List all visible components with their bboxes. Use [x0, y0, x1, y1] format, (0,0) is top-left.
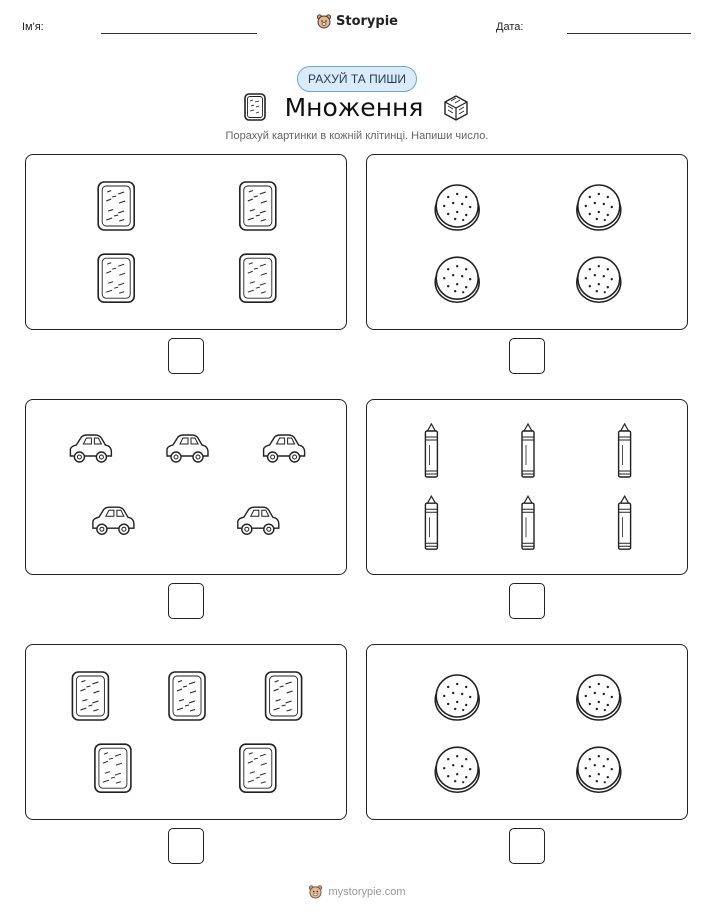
- biscuit-icon: [243, 92, 267, 122]
- crayon-icon: [522, 424, 534, 477]
- counting-panel: [25, 644, 347, 820]
- answer-box[interactable]: [168, 583, 204, 619]
- counting-panel: [366, 399, 688, 575]
- car-icon: [167, 435, 208, 462]
- cube-icon: [441, 92, 471, 122]
- cookie-icon: [435, 675, 479, 720]
- car-icon: [264, 435, 305, 462]
- crayon-icon: [619, 496, 631, 549]
- worksheet-badge: РАХУЙ ТА ПИШИ: [297, 66, 417, 92]
- brand: [0, 13, 714, 29]
- biscuit-icon: [95, 744, 131, 792]
- panel-pictures: [367, 645, 689, 821]
- brand-name: Storypie: [336, 13, 398, 29]
- cookie-icon: [577, 257, 621, 302]
- car-icon: [93, 507, 134, 534]
- biscuit-icon: [240, 744, 276, 792]
- footer-url[interactable]: mystorypie.com: [328, 885, 406, 898]
- answer-box[interactable]: [509, 828, 545, 864]
- bear-logo-icon: [308, 884, 323, 899]
- biscuit-icon: [266, 672, 302, 720]
- answer-box[interactable]: [509, 338, 545, 374]
- instructions: Порахуй картинки в кожній клітинці. Напиши число.: [225, 130, 489, 142]
- answer-box[interactable]: [168, 828, 204, 864]
- cookie-icon: [577, 747, 621, 792]
- biscuit-icon: [240, 182, 276, 230]
- answer-box[interactable]: [509, 583, 545, 619]
- footer: [0, 884, 714, 899]
- cookie-icon: [435, 257, 479, 302]
- panel-pictures: [26, 645, 348, 821]
- car-icon: [238, 507, 279, 534]
- car-icon: [70, 435, 111, 462]
- cookie-icon: [435, 747, 479, 792]
- counting-panel: [25, 154, 347, 330]
- date-label: Дата:: [496, 21, 524, 33]
- biscuit-icon: [98, 182, 134, 230]
- panel-pictures: [26, 400, 348, 576]
- answer-box[interactable]: [168, 338, 204, 374]
- counting-panel: [25, 399, 347, 575]
- name-label: Ім'я:: [22, 21, 44, 33]
- biscuit-icon: [98, 254, 134, 302]
- title-row: [0, 92, 714, 122]
- cookie-icon: [577, 675, 621, 720]
- name-line[interactable]: [101, 33, 257, 34]
- page-title: Множення: [284, 92, 424, 122]
- crayon-icon: [425, 424, 437, 477]
- crayon-icon: [425, 496, 437, 549]
- panel-pictures: [367, 155, 689, 331]
- biscuit-icon: [169, 672, 205, 720]
- date-line[interactable]: [567, 33, 691, 34]
- crayon-icon: [522, 496, 534, 549]
- panel-pictures: [26, 155, 348, 331]
- counting-panel: [366, 154, 688, 330]
- biscuit-icon: [240, 254, 276, 302]
- panel-pictures: [367, 400, 689, 576]
- counting-panel: [366, 644, 688, 820]
- bear-logo-icon: [316, 13, 332, 29]
- biscuit-icon: [72, 672, 108, 720]
- crayon-icon: [619, 424, 631, 477]
- cookie-icon: [435, 185, 479, 230]
- cookie-icon: [577, 185, 621, 230]
